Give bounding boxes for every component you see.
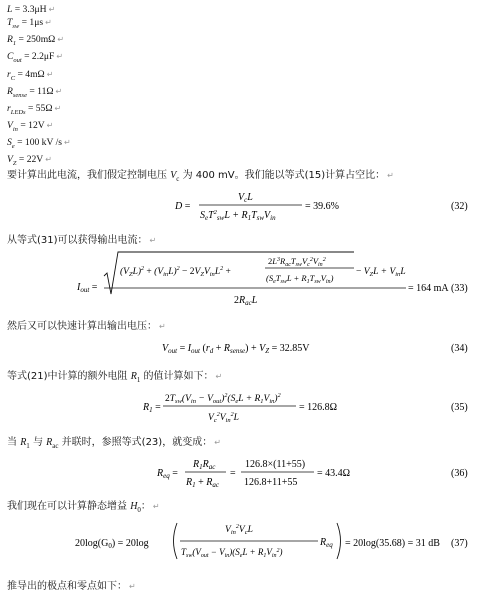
svg-text:(SeTswL + R1TswVin): $(S_eT_{sw}L + R_1T_{sw}V_{in})$	[266, 273, 334, 285]
parameter-symbol: r	[7, 68, 11, 80]
svg-text:Iout =: $I_{out}$ =	[77, 282, 98, 294]
parameter-8: $S_e = 100$ kV /s ↵	[7, 136, 71, 150]
svg-text:=: =	[230, 468, 236, 479]
svg-text:20log(G0) = 20log: $20\log(G_0) = 20\log$	[75, 538, 149, 550]
svg-text:Vin2VcL: $V_{in}^2V_cL$	[225, 524, 253, 536]
svg-text:(VZL)2 + (VinL)2 − 2VZVinL2 +: $(V_ZL)^2 + (V_{in}L)^2 - 2V_ZV_{in}L^2$ +	[120, 266, 231, 278]
svg-text:− VZL + VinL: − $V_ZL + V_{in}L$	[356, 267, 406, 278]
paragraph-output-voltage: 然后又可以快速计算出输出电压： ↵	[7, 321, 166, 332]
parameter-1: $T_{sw} = 1\mu s$ ↵	[7, 17, 52, 31]
parameter-symbol: C	[7, 51, 14, 63]
equation-33	[0, 248, 480, 310]
parameter-value: = 250mΩ	[16, 34, 56, 46]
eq37-result: = 20log(35.68) = 31 dB	[345, 538, 440, 549]
svg-text:R1Rac: $R_1R_{ac}$	[193, 459, 216, 471]
equation-36-formula	[0, 455, 480, 489]
eq33-result: = 164 mA	[408, 283, 449, 294]
svg-text:Req =: $R_{eq}$ =	[157, 468, 178, 480]
parameter-value: = 12V	[17, 119, 45, 131]
paragraph-duty-cycle: 要计算出此电流，我们假定控制电压 $V_c$ 为 400 mV。我们能以等式(15)计算占空比： ↵	[7, 170, 394, 183]
equation-37-formula	[0, 517, 480, 565]
svg-text:(32): (32)	[451, 201, 468, 212]
svg-text:2RacL: $2R_{ac}L$	[234, 295, 258, 307]
parameter-symbol: T	[7, 17, 13, 29]
equation-34-formula	[0, 338, 480, 358]
svg-text:126.8+11+55: 126.8+11+55	[244, 477, 298, 488]
equation-32	[0, 188, 480, 222]
paragraph-poles-zeros: 推导出的极点和零点如下： ↵	[7, 581, 136, 592]
paragraph-extra-resistor: 等式(21)中计算的额外电阻 $R_1$ 的值计算如下： ↵	[7, 371, 223, 384]
parameter-symbol: V	[7, 119, 13, 131]
svg-text:R1 =: $R_1$ =	[143, 402, 161, 414]
parameter-value: = 2.2μF	[21, 51, 55, 63]
svg-text:(36): (36)	[451, 468, 468, 479]
svg-text:Req: $R_{eq}$	[320, 537, 333, 549]
parameter-symbol: L	[7, 4, 13, 15]
parameter-0: L = 3.3μH ↵	[7, 4, 56, 15]
equation-35	[0, 387, 480, 425]
equation-33-formula	[0, 248, 480, 310]
equation-37	[0, 517, 480, 565]
equation-34	[0, 338, 480, 358]
svg-text:126.8×(11+55): 126.8×(11+55)	[245, 459, 306, 470]
eq32-result: = 39.6%	[305, 201, 339, 212]
svg-text:D =: D =	[175, 201, 191, 212]
parameter-list	[7, 3, 71, 170]
eq35-result: = 126.8Ω	[299, 402, 338, 413]
parameter-2: $R_1 = 250m\Omega$ ↵	[7, 34, 65, 48]
parameter-value: = 11Ω	[26, 85, 54, 97]
parameter-6: $r_{LEDs} = 55\Omega$ ↵	[7, 102, 62, 116]
parameter-value: = 3.3μH	[12, 4, 47, 15]
paragraph-static-gain: 我们现在可以计算静态增益 $H_0$： ↵	[7, 501, 160, 514]
paragraph-output-current: 从等式(31)可以获得输出电流： ↵	[7, 235, 157, 246]
svg-text:Vout = Iout (rd + Rsense) + VZ: $V_{out} = I_{out}$ $(r_d + R_{sense}) + V_Z = 32.85V$	[162, 343, 310, 355]
parameter-symbol: R	[7, 85, 13, 97]
parameter-value: = 1μs	[19, 17, 44, 29]
svg-text:R1 + Rac: $R_1 + R_{ac}$	[186, 477, 219, 489]
equation-36	[0, 455, 480, 489]
parameter-7: $V_{in} = 12V$ ↵	[7, 119, 54, 133]
parameter-symbol: S	[7, 136, 12, 148]
svg-text:Tsw(Vout − Vin)(SeL + R1Vin2): $T_{sw}(V_{out} - V_{in})(S_eL + R_1V_{in}^2)$	[181, 547, 283, 559]
svg-text:SeT2swL + R1TswVin: $S_eT^2_{sw}L + R_1T_{sw}V_{in}$	[200, 209, 276, 222]
parameter-value: = 100 kV /s	[14, 136, 63, 148]
svg-text:(34): (34)	[451, 343, 468, 354]
parameter-symbol: r	[7, 102, 11, 114]
parameter-9: $V_Z = 22V$ ↵	[7, 154, 52, 167]
parameter-5: $R_{sense} = 11\Omega$ ↵	[7, 85, 63, 99]
parameter-value: = 4mΩ	[15, 68, 45, 80]
svg-text:2Tsw(Vin − Vout)2(SeL + R1Vin): $2T_{sw}(V_{in} - V_{out})^2(S_eL + R_1V_{in})^2$	[165, 393, 281, 405]
svg-text:(35): (35)	[451, 402, 468, 413]
parameter-value: = 55Ω	[25, 102, 53, 114]
parameter-symbol: V	[7, 154, 13, 166]
svg-text:2L3RacTswVc2Vin2: $2L^3R_{ac}T_{sw}V_c^2V_{in}^2$	[268, 256, 326, 268]
svg-text:Vc2Vin2L: $V_c^2V_{in}^2L$	[208, 412, 239, 424]
equation-35-formula	[0, 387, 480, 425]
svg-text:VcL: $V_cL$	[238, 192, 253, 204]
equation-32-formula	[0, 188, 480, 222]
svg-text:(37): (37)	[451, 538, 468, 549]
parameter-4: $r_C = 4m\Omega$ ↵	[7, 68, 54, 82]
parameter-value: = 22V	[16, 154, 44, 166]
parameter-symbol: R	[7, 34, 13, 46]
svg-text:(33): (33)	[451, 283, 468, 294]
parameter-3: $C_{out} = 2.2\mu F$ ↵	[7, 51, 64, 65]
eq36-result: = 43.4Ω	[317, 468, 351, 479]
paragraph-parallel: 当 $R_1$ 与 $R_{ac}$ 并联时，参照等式(23)，就变成： ↵	[7, 437, 221, 450]
